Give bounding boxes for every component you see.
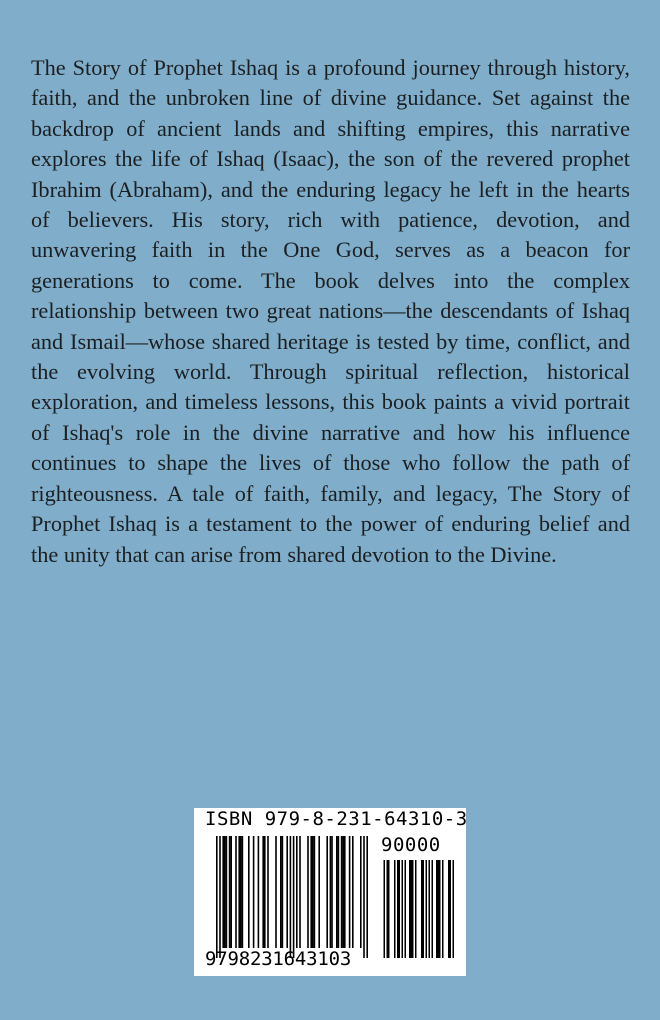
barcode-bar — [388, 860, 390, 958]
barcode-bar — [421, 860, 423, 958]
barcode-bar — [307, 836, 309, 948]
barcode-bar — [293, 836, 295, 958]
barcode-bar — [438, 860, 440, 958]
barcode-bar — [349, 836, 351, 948]
barcode-bar — [415, 860, 417, 958]
barcode-bar — [248, 836, 250, 948]
barcode-bar — [253, 836, 255, 948]
barcode-bar — [409, 860, 411, 958]
barcode-bar — [432, 860, 434, 958]
isbn-barcode — [194, 808, 466, 976]
barcode-bar — [341, 836, 343, 948]
barcode-bar — [429, 860, 431, 958]
barcode-bar — [286, 836, 288, 948]
barcode-bar — [397, 860, 399, 958]
barcode-bar — [296, 836, 298, 948]
barcode-bar — [402, 860, 404, 958]
book-description: The Story of Prophet Ishaq is a profound journey through history, faith, and the unbroken line of divine guidance. Set against the backdrop of ancient lands and shifting empires, this narrative explores the life of Ishaq (Isaac), the son of the revered prophet Ibrahim (Abraham), and the enduring legacy he left in the hearts of believers. His story, rich with patience, devotion, and unwavering faith in the One God, serves as a beacon for generations to come. The book delves into the complex relationship between two great nations—the descendants of Ishaq and Ismail—whose shared heritage is tested by time, conflict, and the evolving world. Through spiritual reflection, historical exploration, and timeless lessons, this book paints a vivid portrait of Ishaq's role in the divine narrative and how his influence continues to shape the lives of those who follow the path of righteousness. A tale of faith, family, and legacy, The Story of Prophet Ishaq is a testament to the power of enduring belief and the unity that can arise from shared devotion to the Divine. — [31, 55, 630, 567]
barcode-bar — [331, 836, 333, 948]
barcode-bar — [352, 836, 354, 948]
isbn-label: ISBN 979-8-231-64310-3 — [205, 808, 468, 830]
main-barcode-bars — [216, 836, 368, 958]
barcode-bar — [235, 836, 237, 948]
barcode-bar — [267, 836, 269, 948]
barcode-bar — [280, 836, 282, 948]
barcode-bar — [264, 836, 266, 948]
barcode-bar — [238, 836, 240, 948]
barcode-bar — [258, 836, 260, 948]
barcode-bar — [423, 860, 425, 958]
barcode-bar — [442, 860, 444, 958]
barcode-bar — [436, 860, 438, 958]
barcode-bar — [262, 836, 264, 948]
barcode-bar — [240, 836, 242, 948]
barcode-bar — [312, 836, 314, 948]
barcode-bar — [242, 836, 244, 948]
barcode-bar — [290, 836, 292, 958]
barcode-bar — [299, 836, 301, 948]
barcode-bar — [226, 836, 228, 948]
barcode-bar — [318, 836, 320, 948]
price-addon-digits: 90000 — [381, 834, 441, 856]
barcode-bar — [360, 836, 362, 948]
barcode-bar — [326, 836, 328, 948]
barcode-bar — [336, 836, 338, 948]
barcode-bar — [224, 836, 226, 948]
barcode-bar — [412, 860, 414, 958]
barcode-bar — [219, 836, 221, 958]
barcode-bar — [330, 836, 332, 948]
barcode-bar — [426, 860, 428, 958]
barcode-bar — [366, 836, 368, 958]
barcode-bar — [282, 836, 284, 948]
barcode-bar — [230, 836, 232, 948]
barcode-bar — [394, 860, 396, 958]
barcode-bar — [314, 836, 316, 948]
barcode-bar — [338, 836, 340, 948]
barcode-bar — [363, 836, 365, 958]
barcode-bar — [448, 860, 450, 958]
barcode-bar — [384, 860, 386, 958]
barcode-bar — [229, 836, 231, 948]
barcode-bar — [216, 836, 218, 958]
barcode-bar — [222, 836, 224, 948]
barcode-bar — [453, 860, 455, 958]
barcode-bar — [399, 860, 401, 958]
barcode-bar — [387, 860, 389, 958]
barcode-bar — [342, 836, 344, 948]
barcode-bar — [344, 836, 346, 948]
barcode-bar — [439, 860, 441, 958]
barcode-bar — [405, 860, 407, 958]
barcode-bar — [450, 860, 452, 958]
barcode-bar — [310, 836, 312, 948]
barcode-digits: 9798231643103 — [205, 948, 352, 970]
barcode-bar — [275, 836, 277, 948]
barcode-bar — [411, 860, 413, 958]
addon-barcode-bars — [384, 860, 455, 958]
